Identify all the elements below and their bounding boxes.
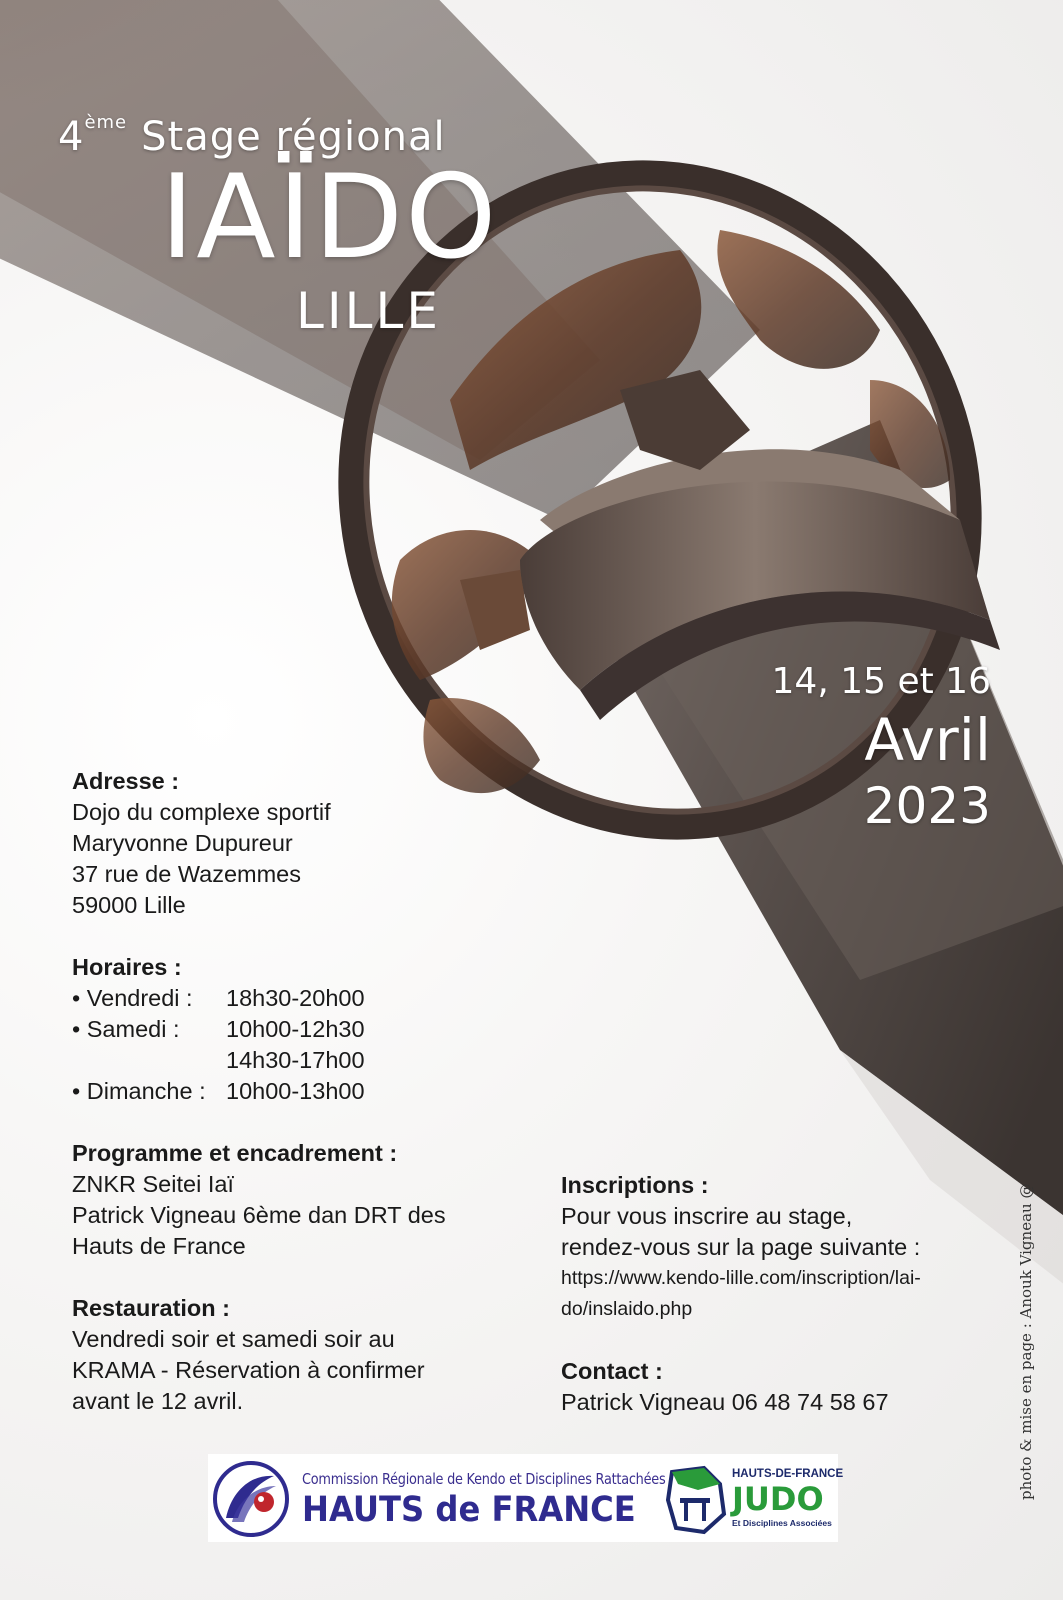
address-line: Maryvonne Dupureur bbox=[72, 830, 293, 856]
city-title: LILLE bbox=[296, 282, 441, 340]
crkdr-subtitle: Commission Régionale de Kendo et Disciplines Rattachées bbox=[302, 1470, 666, 1488]
program-line: Hauts de France bbox=[72, 1233, 246, 1259]
address-line: 59000 Lille bbox=[72, 892, 186, 918]
schedule-time: 10h00-12h30 bbox=[226, 1016, 365, 1042]
discipline-title: IAÏDO bbox=[160, 150, 499, 285]
stage-number: 4 bbox=[58, 114, 85, 160]
schedule-day: • Samedi : bbox=[72, 1016, 180, 1042]
contact-heading: Contact : bbox=[561, 1358, 663, 1384]
restauration-line: KRAMA - Réservation à confirmer bbox=[72, 1357, 425, 1383]
judo-emblem-icon bbox=[664, 1464, 728, 1536]
schedule-table bbox=[72, 983, 532, 1107]
address-heading: Adresse : bbox=[72, 768, 180, 794]
photo-credit: photo & mise en page : Anouk Vigneau @ bbox=[1017, 1183, 1035, 1500]
schedule-time: 10h00-13h00 bbox=[226, 1078, 365, 1104]
inscriptions-section bbox=[561, 1170, 1001, 1325]
sponsor-logos bbox=[208, 1454, 844, 1542]
contact-section bbox=[561, 1356, 1001, 1418]
crkdr-title: HAUTS de FRANCE bbox=[302, 1490, 636, 1530]
crkdr-emblem-icon bbox=[212, 1460, 290, 1538]
program-line: ZNKR Seitei Iaï bbox=[72, 1171, 234, 1197]
event-dates bbox=[772, 660, 991, 836]
date-month: Avril bbox=[864, 706, 991, 774]
inscriptions-line: Pour vous inscrire au stage, bbox=[561, 1203, 853, 1229]
date-days: 14, 15 et 16 bbox=[771, 661, 991, 702]
schedule-day: • Vendredi : bbox=[72, 985, 193, 1011]
inscription-url[interactable]: do/inslaido.php bbox=[561, 1298, 693, 1320]
program-line: Patrick Vigneau 6ème dan DRT des bbox=[72, 1202, 446, 1228]
schedule-heading: Horaires : bbox=[72, 954, 182, 980]
inscriptions-heading: Inscriptions : bbox=[561, 1172, 709, 1198]
judo-word: JUDO bbox=[732, 1480, 824, 1518]
left-info-column bbox=[72, 766, 532, 1448]
stage-superscript: ème bbox=[84, 112, 128, 133]
contact-line: Patrick Vigneau 06 48 74 58 67 bbox=[561, 1389, 889, 1415]
schedule-time: 18h30-20h00 bbox=[226, 985, 365, 1011]
program-heading: Programme et encadrement : bbox=[72, 1140, 398, 1166]
address-section bbox=[72, 766, 532, 921]
address-line: 37 rue de Wazemmes bbox=[72, 861, 301, 887]
restauration-line: avant le 12 avril. bbox=[72, 1388, 244, 1414]
program-section bbox=[72, 1138, 532, 1262]
right-info-column bbox=[561, 1170, 1001, 1449]
schedule-day bbox=[72, 1045, 226, 1076]
judo-subtitle: Et Disciplines Associées bbox=[732, 1518, 832, 1528]
date-year: 2023 bbox=[863, 777, 991, 835]
stage-label: Stage régional bbox=[141, 114, 446, 160]
address-line: Dojo du complexe sportif bbox=[72, 799, 331, 825]
inscriptions-line: rendez-vous sur la page suivante : bbox=[561, 1234, 921, 1260]
judo-logo bbox=[664, 1462, 844, 1538]
schedule-section bbox=[72, 952, 532, 1107]
restauration-heading: Restauration : bbox=[72, 1295, 230, 1321]
restauration-section bbox=[72, 1293, 532, 1417]
schedule-time: 14h30-17h00 bbox=[226, 1047, 365, 1073]
restauration-line: Vendredi soir et samedi soir au bbox=[72, 1326, 395, 1352]
judo-region: HAUTS-DE-FRANCE bbox=[732, 1468, 844, 1480]
inscription-url[interactable]: https://www.kendo-lille.com/inscription/lai- bbox=[561, 1267, 921, 1289]
schedule-day: • Dimanche : bbox=[72, 1078, 206, 1104]
